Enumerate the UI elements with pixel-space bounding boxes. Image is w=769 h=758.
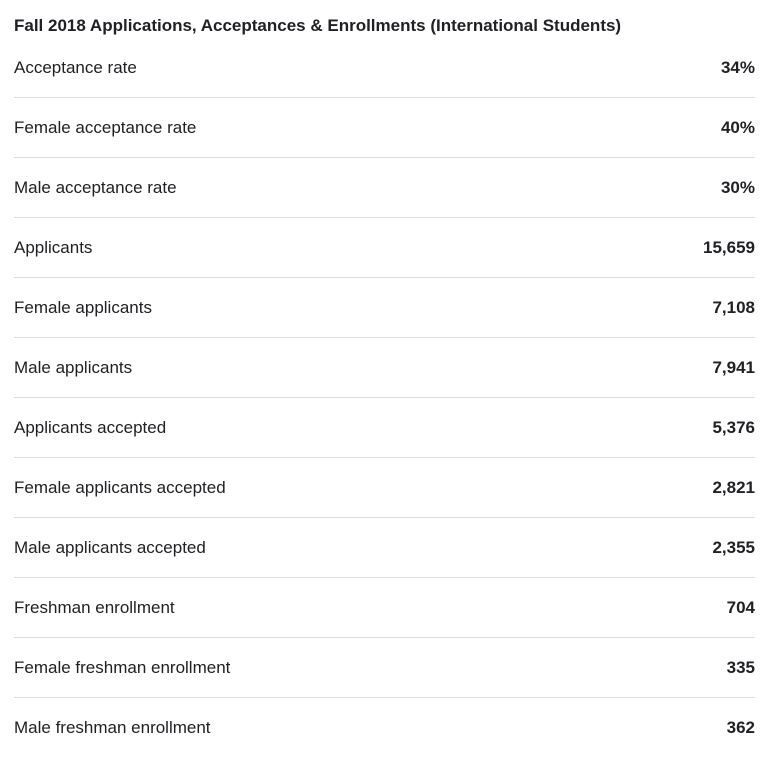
stat-row-applicants bbox=[14, 218, 755, 278]
stat-value: 2,821 bbox=[712, 477, 755, 497]
stat-row-freshman-enrollment bbox=[14, 578, 755, 638]
stat-row-female-acceptance-rate bbox=[14, 98, 755, 158]
stat-value: 7,941 bbox=[712, 357, 755, 377]
stat-value: 40% bbox=[720, 117, 755, 137]
stat-row-male-acceptance-rate bbox=[14, 158, 755, 218]
stat-label: Male acceptance rate bbox=[14, 177, 177, 197]
stat-label: Female applicants accepted bbox=[14, 477, 226, 497]
stat-value: 15,659 bbox=[703, 237, 755, 257]
stat-value: 362 bbox=[726, 718, 755, 737]
stat-row-female-freshman-enrollment bbox=[14, 638, 755, 698]
stat-label: Male applicants accepted bbox=[14, 537, 206, 557]
stat-label: Female acceptance rate bbox=[14, 117, 197, 137]
stat-value: 2,355 bbox=[712, 537, 755, 557]
stat-label: Female freshman enrollment bbox=[14, 657, 231, 677]
stat-label: Male freshman enrollment bbox=[14, 718, 211, 737]
stat-row-male-applicants bbox=[14, 338, 755, 398]
stat-value: 34% bbox=[720, 58, 755, 77]
stat-label: Female applicants bbox=[14, 297, 152, 317]
stat-row-female-applicants-accepted bbox=[14, 458, 755, 518]
stat-row-female-applicants bbox=[14, 278, 755, 338]
stat-label: Acceptance rate bbox=[14, 58, 137, 77]
stat-value: 5,376 bbox=[712, 417, 755, 437]
stat-value: 704 bbox=[726, 597, 755, 617]
card-title: Fall 2018 Applications, Acceptances & Enrollments (International Students) bbox=[14, 16, 622, 35]
stat-row-applicants-accepted bbox=[14, 398, 755, 458]
stat-row-male-freshman-enrollment bbox=[14, 698, 755, 758]
stat-label: Freshman enrollment bbox=[14, 597, 175, 617]
stat-value: 7,108 bbox=[712, 297, 755, 317]
stats-list bbox=[14, 52, 755, 758]
stat-value: 335 bbox=[726, 657, 755, 677]
stat-label: Male applicants bbox=[14, 357, 133, 377]
stat-value: 30% bbox=[720, 177, 755, 197]
stat-row-male-applicants-accepted bbox=[14, 518, 755, 578]
stat-label: Applicants accepted bbox=[14, 417, 167, 437]
stat-label: Applicants bbox=[14, 237, 93, 257]
stat-row-acceptance-rate bbox=[14, 52, 755, 98]
